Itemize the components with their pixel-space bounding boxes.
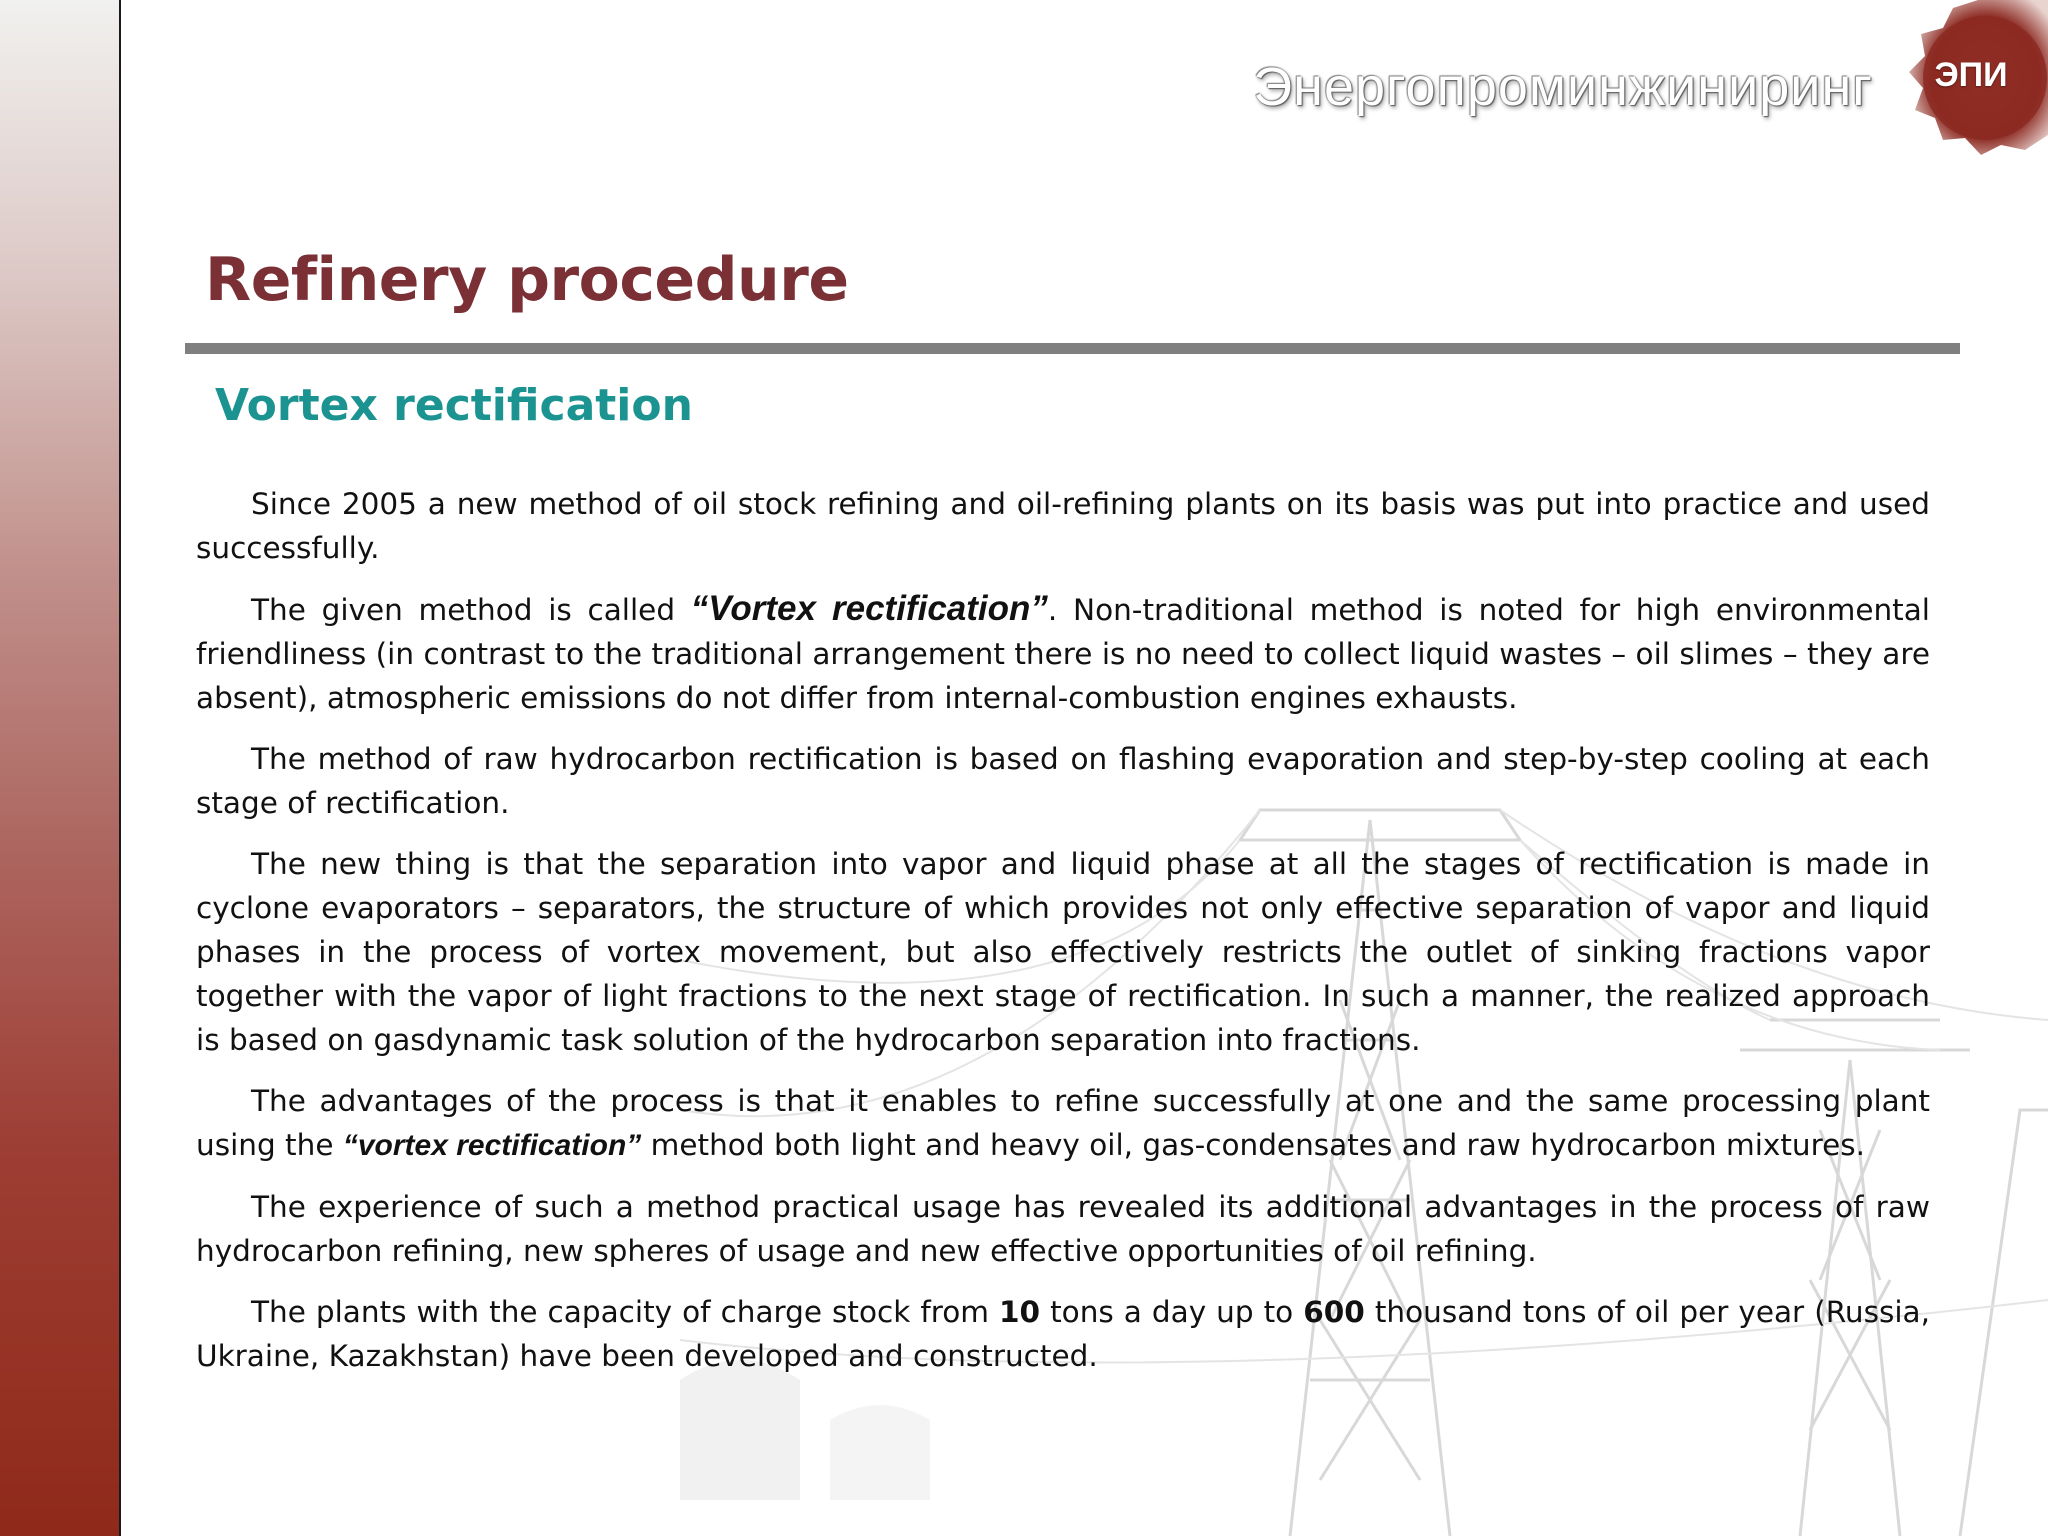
paragraph-7-text-middle: tons a day up to: [1040, 1295, 1304, 1329]
paragraph-1: [196, 482, 1930, 570]
paragraph-1-text: Since 2005 a new method of oil stock refining and oil-refining plants on its basis was put into practice and used successfully.: [196, 487, 1930, 565]
paragraph-5-text-end: method both light and heavy oil, gas-condensates and raw hydrocarbon mixtures.: [641, 1128, 1865, 1162]
paragraph-2-text-end: . Non-traditional method is noted for high environmental friendliness (in contrast to the traditional arrangement there is no need to collect liquid wastes – oil slimes – they are absent), atmospheric emissions do not differ from internal-combustion engines exhausts.: [196, 593, 1931, 715]
title-divider: [185, 343, 1960, 354]
paragraph-3: [196, 737, 1930, 825]
paragraph-3-text: The method of raw hydrocarbon rectification is based on flashing evaporation and step-by-step cooling at each stage of rectification.: [196, 742, 1930, 820]
paragraph-7-text-end: thousand tons of oil per year (Russia, Ukraine, Kazakhstan) have been developed and constructed.: [196, 1295, 1930, 1373]
page-title: Refinery procedure: [205, 245, 849, 315]
paragraph-7-text-start: The plants with the capacity of charge stock from: [251, 1295, 1000, 1329]
paragraph-6: [196, 1185, 1930, 1273]
section-subtitle: Vortex rectification: [215, 380, 693, 431]
paragraph-4: [196, 842, 1930, 1062]
paragraph-6-text: The experience of such a method practical usage has revealed its additional advantages in the process of raw hydrocarbon refining, new spheres of usage and new effective opportunities of oil refining.: [196, 1190, 1930, 1268]
company-brand-name: Энергопроминжиниринг: [1253, 57, 1873, 117]
paragraph-2-text-start: The given method is called: [251, 593, 691, 627]
capacity-min-value: 10: [999, 1295, 1041, 1329]
vortex-rectification-emphasis: “Vortex rectification”: [690, 589, 1048, 628]
paragraph-2: [196, 587, 1930, 720]
paragraph-4-text: The new thing is that the separation into vapor and liquid phase at all the stages of rectification is made in cyclone evaporators – separators, the structure of which provides not only effective separation of vapor and liquid phases in the process of vortex movement, but also effectively restricts the outlet of sinking fractions vapor together with the vapor of light fractions to the next stage of rectification. In such a manner, the realized approach is based on gasdynamic task solution of the hydrocarbon separation into fractions.: [196, 847, 1930, 1057]
paragraph-5: [196, 1079, 1930, 1168]
body-text: [196, 482, 1930, 1395]
paragraph-5-text-start: The advantages of the process is that it enables to refine successfully at one and the same processing plant using the: [196, 1084, 1930, 1162]
company-logo-text: ЭПИ: [1934, 56, 2008, 94]
capacity-max-value: 600: [1303, 1295, 1365, 1329]
left-decorative-bar: [0, 0, 121, 1536]
paragraph-7: [196, 1290, 1930, 1378]
vortex-rectification-emphasis-2: “vortex rectification”: [342, 1129, 642, 1162]
